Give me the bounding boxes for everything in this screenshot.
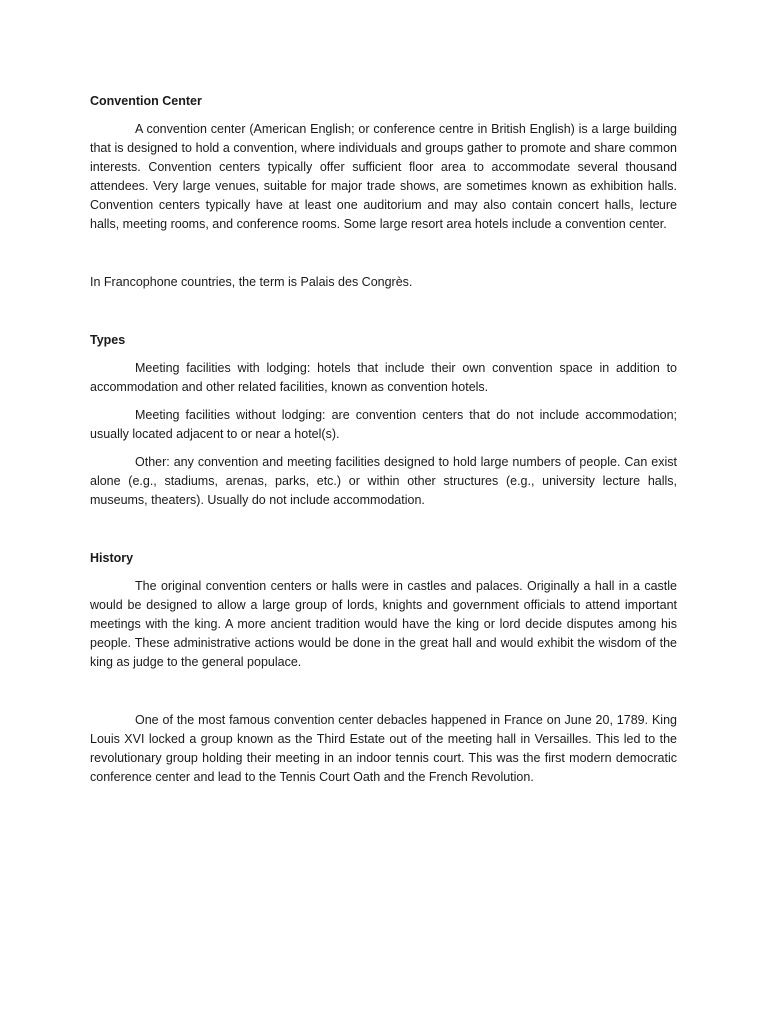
document-page (90, 92, 677, 787)
history-paragraph: The original convention centers or halls were in castles and palaces. Originally a hall in a castle would be designed to allow a large group of lords, knights and government officials to attend important meetings with the king. A more ancient tradition would have the king or lord decide disputes among his people. These administrative actions would be done in the great hall and would exhibit the wisdom of the king as judge to the general populace. (90, 579, 677, 669)
spacer (90, 350, 677, 359)
history-paragraph: One of the most famous convention center debacles happened in France on June 20, 1789. King Louis XVI locked a group known as the Third Estate out of the meeting hall in Versailles. This led to the revolutionary group holding their meeting in an indoor tennis court. This was the first modern democratic conference center and lead to the Tennis Court Oath and the French Revolution. (90, 713, 677, 784)
intro-paragraph: A convention center (American English; or conference centre in British English) is a large building that is designed to hold a convention, where individuals and groups gather to promote and share common interests. Convention centers typically offer sufficient floor area to accommodate several thousand attendees. Very large venues, suitable for major trade shows, are sometimes known as exhibition halls. Convention centers typically have at least one auditorium and may also contain concert halls, lecture halls, meeting rooms, and conference rooms. Some large resort area hotels include a convention center. (90, 122, 677, 231)
spacer (90, 234, 677, 273)
spacer (90, 672, 677, 711)
spacer (90, 397, 677, 406)
spacer (90, 111, 677, 120)
types-item: Meeting facilities with lodging: hotels that include their own convention space in addition to accommodation and other related facilities, known as convention hotels. (90, 361, 677, 394)
document-title: Convention Center (90, 94, 202, 108)
francophone-paragraph: In Francophone countries, the term is Palais des Congrès. (90, 275, 413, 289)
spacer (90, 292, 677, 331)
history-heading: History (90, 551, 134, 565)
spacer (90, 568, 677, 577)
spacer (90, 444, 677, 453)
spacer (90, 510, 677, 549)
types-heading: Types (90, 333, 126, 347)
types-item: Meeting facilities without lodging: are convention centers that do not include accommodation; usually located adjacent to or near a hotel(s). (90, 408, 677, 441)
types-item: Other: any convention and meeting facilities designed to hold large numbers of people. Can exist alone (e.g., stadiums, arenas, parks, etc.) or within other structures (e.g., university lecture halls, museums, theaters). Usually do not include accommodation. (90, 455, 677, 507)
